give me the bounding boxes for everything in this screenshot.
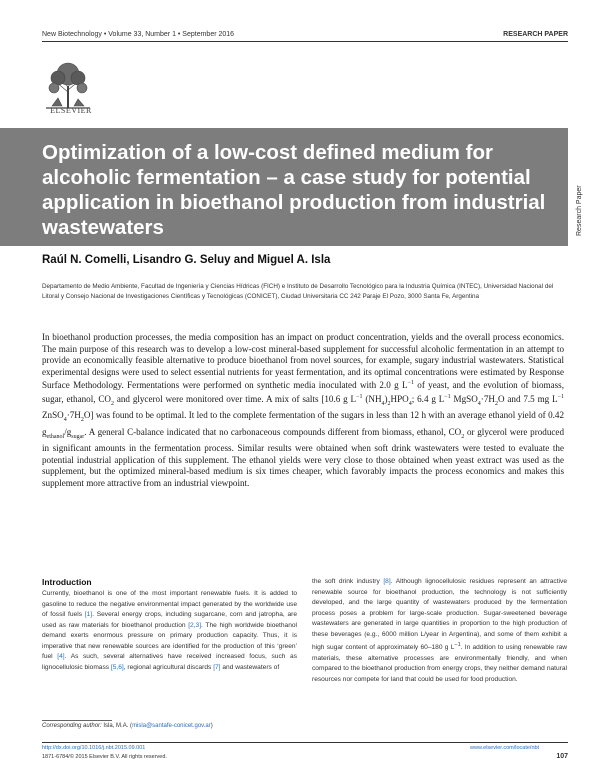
elsevier-tree-logo xyxy=(40,58,96,110)
copyright: 1871-6784/© 2015 Elsevier B.V. All rights reserved. xyxy=(42,754,167,760)
intro-right-column: the soft drink industry [8]. Although lignocellulosic residues represent an attractive renewable source for bioethanol production, the technology is not sufficiently developed, and the large quantity of wastewaters produced by the fermentation process poses a problem for large-scale production. Sugar-sweetened beverage wastewaters are generated in large quantities in proportion to the high production of these beverages (e.g., 6000 million L/year in Argentina), and some of them exhibit a high sugar content of approximately 60–180 g $L^{-1}$. In addition to using renewable raw materials, these alternative processes are environmentally friendly, and when compared to the bioethanol production from energy crops, they neither demand natural resources nor compete for land that could be used for food production. xyxy=(312,578,567,683)
page-number: 107 xyxy=(556,753,568,760)
reference-link[interactable]: [5,6] xyxy=(110,663,124,671)
intro-left-column: Currently, bioethanol is one of the most important renewable fuels. It is added to gasoline to reduce the negative environmental impact generated by the worldwide use of fossil fuels [1]. Several energy crops, including sugarcane, corn and jatropha, are used as raw materials for bioethanol production [2,3]. The high worldwide bioethanol demand exerts enormous pressure on primary production capacity. Thus, it is imperative that new renewable sources are identified for the production of this ‘green’ fuel [4]. As such, several alternatives have received increased focus, such as lignocellulosic biomass [5,6], regional agricultural discards [7] and wastewaters of xyxy=(42,590,298,671)
footer-rule xyxy=(42,742,568,743)
abstract: In bioethanol production processes, the media composition has an impact on product concentration, yields and the overall process economics. The main purpose of this research was to develop a low-cost mineral-based supplement for successful alcoholic fermentation in an attempt to provide an economically feasible alternative to produce bioethanol from novel sources, for example, sugary industrial wastewaters. Statistical experimental designs were used to select essential nutrients for yeast fermentation, and its optimal concentrations were estimated by Response Surface Methodology. Fermentations were performed on synthetic media inoculated with 2.0 g $L^{-1}$ of yeast, and the evolution of biomass, sugar, ethanol, $CO_2$ and glycerol were monitored over time. A mix of salts [10.6 g $L^{-1}$ $(NH_4)_2HPO_4$; 6.4 g $L^{-1}$ $MgSO_4\cdot 7H_2O$ and 7.5 mg $L^{-1}$ $ZnSO_4\cdot 7H_2O$] was found to be optimal. It led to the complete fermentation of the sugars in less than 12 h with an average ethanol yield of 0.42 $g_{ethanol}/g_{sugar}$. A general C-balance indicated that no carbonaceous compounds different from biomass, ethanol, $CO_2$ or glycerol were produced in significant amounts in the fermentation process. Similar results were obtained when soft drink wastewaters were tested to evaluate the potential industrial application of this supplement. The ethanol yields were very close to those obtained when yeast extract was used as the supplement, but the optimized mineral-based medium is six times cheaper, which favorably impacts the process economics and makes this supplement more attractive from an industrial viewpoint. xyxy=(42,332,564,489)
affiliation: Departamento de Medio Ambiente, Facultad de Ingeniería y Ciencias Hídricas (FICH) e Instituto de Desarrollo Tecnológico para la Industria Química (INTEC), Universidad Nacional del Litoral y Consejo Nacional de Investigaciones Científicas y Tecnológicas (CONICET), Ciudad Universitaria CC 242 Paraje El Pozo, 3000 Santa Fe, Argentina xyxy=(42,283,554,300)
top-margin xyxy=(0,0,600,26)
publisher-name: ELSEVIER xyxy=(50,106,92,115)
reference-link[interactable]: [1] xyxy=(84,611,93,618)
side-label: Research Paper xyxy=(576,185,583,236)
footnote-rule xyxy=(42,720,112,721)
corresponding-author-note: Corresponding author: Isla, M.A. (misla@santafe-conicet.gov.ar) xyxy=(42,723,213,729)
reference-link[interactable]: [7] xyxy=(213,663,221,671)
reference-link[interactable]: [4] xyxy=(57,653,65,660)
journal-site-link[interactable]: www.elsevier.com/locate/nbt xyxy=(470,745,540,751)
reference-link[interactable]: [2,3] xyxy=(188,621,202,629)
reference-link[interactable]: [8] xyxy=(383,578,391,585)
journal-citation: New Biotechnology • Volume 33, Number 1 • September 2016 xyxy=(42,31,235,38)
article-title: Optimization of a low-cost defined medium for alcoholic fermentation – a case study for potential application in bioethanol production from industrial wastewaters xyxy=(42,141,546,239)
section-label: RESEARCH PAPER xyxy=(503,31,568,38)
header-rule xyxy=(42,41,568,42)
side-tab xyxy=(568,128,600,246)
author-email-link[interactable]: misla@santafe-conicet.gov.ar xyxy=(132,723,211,729)
doi-link[interactable]: http://dx.doi.org/10.1016/j.nbt.2015.09.001 xyxy=(42,745,146,751)
introduction-heading: Introduction xyxy=(42,577,92,587)
author-list: Raúl N. Comelli, Lisandro G. Seluy and Miguel A. Isla xyxy=(42,254,331,266)
